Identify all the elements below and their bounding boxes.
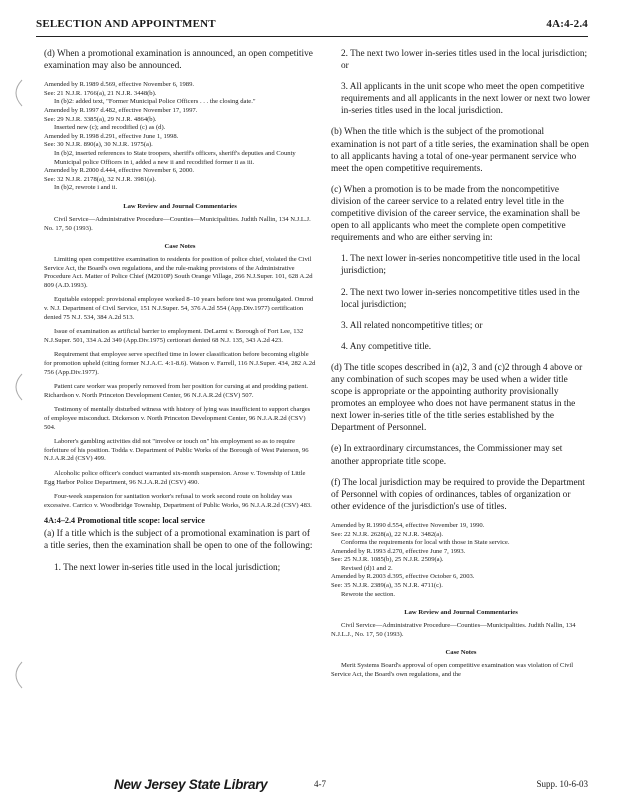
list-item: 4. Any competitive title. xyxy=(341,341,432,352)
amendment-line: Amended by R.1998 d.291, effective June 1, 1998. xyxy=(44,132,179,140)
law-review-heading: Law Review and Journal Commentaries xyxy=(404,609,518,617)
case-note: Laborer's gambling activities did not "involve or touch on" his employment so as to require forfeiture of his position. Todda v. Department of Public Works of the Borough of West Paterson, 96 N.J.A.R.2d (CSV) 499. xyxy=(44,438,309,463)
header-section-title: SELECTION AND APPOINTMENT xyxy=(36,18,216,30)
amendment-line: See: 35 N.J.R. 2389(a), 35 N.J.R. 4711(c). xyxy=(331,582,443,590)
margin-mark-icon xyxy=(6,78,26,108)
case-note: Requirement that employee serve specified time in lower classification before becoming eligible for promotion upheld (citing former N.J.A.C. 4:1-8.6). Watson v. Farrell, 116 N.J.Super. 434, 282 A.2d 756 (App.Div.1977). xyxy=(44,351,316,376)
paragraph-a: (a) If a title which is the subject of a promotional examination is part of a title series, then the examination shall be open to one of the following: xyxy=(44,529,313,552)
case-note: Testimony of mentally disturbed witness with history of lying was insufficient to support charges of employee misconduct. Dickerson v. North Princeton Development Center, 96 N.J.A.R.2d (CSV) 504. xyxy=(44,406,311,431)
paragraph-c: (c) When a promotion is to be made from the noncompetitive division of the career service to a related entry level title in the competitive division of the career service, the examination shall be open to all applicants who meet the complete open competitive requirements and who are either serving in: xyxy=(331,184,580,244)
amendment-line: Amended by R.1993 d.270, effective June 7, 1993. xyxy=(331,547,466,555)
list-item: 3. All related noncompetitive titles; or xyxy=(341,320,483,331)
paragraph-e: (e) In extraordinary circumstances, the Commissioner may set another appropriate title scope. xyxy=(331,444,563,467)
amendment-line: Inserted new (c); and recodified (c) as (d). xyxy=(54,124,166,132)
amendment-line: See: 22 N.J.R. 2628(a), 22 N.J.R. 3482(a). xyxy=(331,530,444,538)
amendment-line: In (b)2: added text, "Former Municipal Police Officers . . . the closing date." xyxy=(54,98,256,106)
amendment-history xyxy=(44,81,316,193)
amendment-line: Amended by R.2003 d.395, effective October 6, 2003. xyxy=(331,573,475,581)
law-review-text: Civil Service—Administrative Procedure—Counties—Municipalities. Judith Nallin, 134 N.J.L.J. No. 17, 50 (1993). xyxy=(44,215,311,232)
case-note: Merit Systems Board's approval of open competitive examination was violation of Civil Service Act, the Board's own regulations, and the xyxy=(331,662,574,679)
amendment-line: See: 30 N.J.R. 890(a), 30 N.J.R. 1975(a). xyxy=(44,141,153,149)
case-note: Issue of examination as artificial barrier to employment. DeLarmi v. Borough of Fort Lee, 132 N.J.Super. 501, 334 A.2d 349 (App.Div.1975) certiorari denied 68 N.J. 135, 343 A.2d 423. xyxy=(44,328,304,344)
amendment-line: See: 25 N.J.R. 1085(b), 25 N.J.R. 2509(a). xyxy=(331,556,444,564)
amendment-line: Amended by R.1990 d.554, effective November 19, 1990. xyxy=(331,521,485,529)
section-heading: 4A:4–2.4 Promotional title scope: local service xyxy=(44,516,205,526)
law-review-heading: Law Review and Journal Commentaries xyxy=(123,202,237,210)
paragraph-d: (d) The title scopes described in (a)2, 3 and (c)2 through 4 above or any combination of such scopes may be used when a wider title scope is appropriate or the appointing authority provisionally promotes an employee who does not have permanent status in the next lower in-series title of the title series established by the Department of Personnel. xyxy=(331,362,583,434)
margin-mark-icon xyxy=(6,372,26,402)
list-item: 1. The next lower in-series title used in the local jurisdiction; xyxy=(54,562,281,573)
list-item: 1. The next lower in-series noncompetitive title used in the local jurisdiction; xyxy=(341,254,581,277)
case-note: Four-week suspension for sanitation worker's refusal to work second route on holiday was excessive. Carrico v. Woodbridge Township, Department of Public Works, 96 N.J.A.R.2d (CSV) 483. xyxy=(44,493,312,509)
paragraph-d: (d) When a promotional examination is announced, an open competitive examination may also be announced. xyxy=(44,49,313,72)
paragraph-f: (f) The local jurisdiction may be required to provide the Department of Personnel with copies of ordinances, tables of organization or other evidence of the jurisdiction's use of titles. xyxy=(331,477,585,512)
case-note: Alcoholic police officer's conduct warranted six-month suspension. Arose v. Township of Little Egg Harbor Police Department, 96 N.J.A.R.2d (CSV) 490. xyxy=(44,469,306,486)
left-column xyxy=(44,48,316,583)
list-item: 3. All applicants in the unit scope who meet the open competitive requirements and all applicants in the next lower or next two lower in-series titles used in the local jurisdiction. xyxy=(341,82,591,117)
library-stamp: New Jersey State Library xyxy=(114,777,268,792)
page-footer xyxy=(36,777,588,793)
running-header xyxy=(36,18,588,37)
amendment-line: In (b)2, rewrote i and ii. xyxy=(54,184,118,192)
amendment-line: Revised (d)1 and 2. xyxy=(341,564,393,572)
amendment-line: In (b)2, inserted references to State troopers, sheriff's officers, sheriff's deputies and County Municipal police Officers in i, added a new ii and recodified former ii as iii. xyxy=(54,149,296,166)
list-item: 2. The next two lower in-series noncompetitive titles used in the local jurisdiction; xyxy=(341,287,580,310)
paragraph-b: (b) When the title which is the subject of the promotional examination is not part of a title series, the examination shall be open to all applicants having a total of one-year permanent service who meet the open competitive requirements. xyxy=(331,127,589,174)
case-note: Limiting open competitive examination to residents for position of police chief, violated the Civil Service Act, the Board's own regulations, and the rule-making provisions of the Administrative Procedure Act. Matter of Police Chief (M2010P) South Orange Village, 266 N.J.Super. 101, 628 A.2d 809 (A.D.1993). xyxy=(44,256,313,289)
law-review-text: Civil Service—Administrative Procedure—Counties—Municipalities. Judith Nallin, 134 N.J.L.J., No. 17, 50 (1993). xyxy=(331,622,576,638)
right-column xyxy=(331,48,591,686)
amendment-line: Amended by R.1989 d.569, effective November 6, 1989. xyxy=(44,81,195,89)
amendment-line: See: 32 N.J.R. 2178(a), 32 N.J.R. 3981(a). xyxy=(44,175,157,183)
header-section-number: 4A:4-2.4 xyxy=(546,18,588,30)
amendment-line: Amended by R.1997 d.482, effective November 17, 1997. xyxy=(44,106,198,114)
case-note: Patient care worker was properly removed from her position for cursing at and prodding patient. Richardson v. North Princeton Development Center, 96 N.J.A.R.2d (CSV) 507. xyxy=(44,383,308,399)
case-notes-heading: Case Notes xyxy=(164,243,196,251)
amendment-line: Amended by R.2000 d.444, effective November 6, 2000. xyxy=(44,167,195,175)
supplement-date: Supp. 10-6-03 xyxy=(536,779,588,789)
case-note: Equitable estoppel: provisional employee worked 8–10 years before test was promulgated. Omrod v. N.J. Department of Civil Service, 151 N.J.Super. 54, 376 A.2d 554 (App.Div.1977) certification denied 75 N.J. 534, 384 A.2d 513. xyxy=(44,296,314,321)
amendment-line: See: 29 N.J.R. 3385(a), 29 N.J.R. 4864(b). xyxy=(44,115,157,123)
list-item: 2. The next two lower in-series titles used in the local jurisdiction; or xyxy=(341,49,588,72)
amendment-history xyxy=(331,522,591,599)
margin-mark-icon xyxy=(6,660,26,690)
page-number: 4-7 xyxy=(314,779,326,789)
case-notes-heading: Case Notes xyxy=(445,649,477,657)
amendment-line: Conforms the requirements for local with those in State service. xyxy=(341,539,510,547)
amendment-line: Rewrote the section. xyxy=(341,590,396,598)
amendment-line: See: 21 N.J.R. 1766(a), 21 N.J.R. 3448(b). xyxy=(44,89,157,97)
